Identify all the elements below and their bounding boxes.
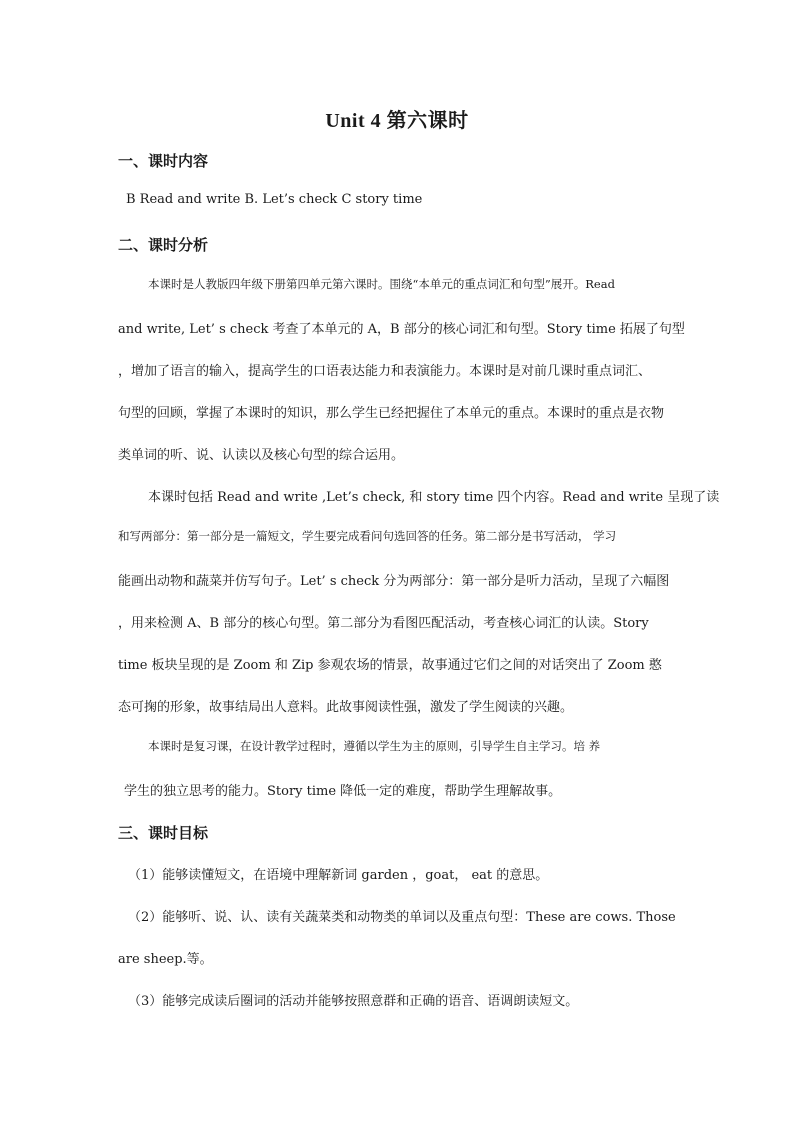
analysis-p1-line: 类单词的听、说、认读以及核心句型的综合运用。 xyxy=(118,448,405,463)
analysis-p2-line: 态可掬的形象，故事结局出人意料。此故事阅读性强，激发了学生阅读的兴趣。 xyxy=(118,700,574,715)
analysis-p2-line: ，用来检测 A、B 部分的核心句型。第二部分为看图匹配活动，考查核心词汇的认读。Story xyxy=(118,616,649,631)
analysis-p1-line: 本课时是人教版四年级下册第四单元第六课时。围绕“本单元的重点词汇和句型”展开。Read xyxy=(148,277,615,291)
section-content-text: B Read and write B. Let’s check C story time xyxy=(126,192,423,207)
goal-item-2-continued: are sheep.等。 xyxy=(118,952,213,967)
analysis-p1-line: 句型的回顾，掌握了本课时的知识，那么学生已经把握住了本单元的重点。本课时的重点是衣物 xyxy=(118,406,665,421)
section-heading-analysis: 二、课时分析 xyxy=(118,236,209,254)
analysis-p3-line: 本课时是复习课，在设计教学过程时，遵循以学生为主的原则，引导学生自主学习。培 养 xyxy=(148,739,601,753)
analysis-p2-line: 能画出动物和蔬菜并仿写句子。Let’ s check 分为两部分：第一部分是听力活动，呈现了六幅图 xyxy=(118,574,670,589)
page-title: Unit 4 第六课时 xyxy=(325,110,469,132)
analysis-p3-line: 学生的独立思考的能力。Story time 降低一定的难度，帮助学生理解故事。 xyxy=(124,784,562,799)
section-heading-goals: 三、课时目标 xyxy=(118,824,209,842)
analysis-p2-line: 本课时包括 Read and write ,Let’s check, 和 story time 四个内容。Read and write 呈现了读 xyxy=(148,490,720,505)
section-heading-content: 一、课时内容 xyxy=(118,152,209,170)
analysis-p1-line: and write, Let’ s check 考查了本单元的 A，B 部分的核心词汇和句型。Story time 拓展了句型 xyxy=(118,322,685,337)
goal-item-1: （1）能够读懂短文，在语境中理解新词 garden ，goat， eat 的意思。 xyxy=(128,868,549,883)
goal-item-2: （2）能够听、说、认、读有关蔬菜类和动物类的单词以及重点句型：These are cows. Those xyxy=(128,910,676,925)
analysis-p2-line: 和写两部分：第一部分是一篇短文，学生要完成看问句选回答的任务。第二部分是书写活动， 学习 xyxy=(118,529,617,543)
goal-item-3: （3）能够完成读后圈词的活动并能够按照意群和正确的语音、语调朗读短文。 xyxy=(128,994,579,1009)
analysis-p1-line: ，增加了语言的输入，提高学生的口语表达能力和表演能力。本课时是对前几课时重点词汇、 xyxy=(118,364,652,379)
analysis-p2-line: time 板块呈现的是 Zoom 和 Zip 参观农场的情景，故事通过它们之间的对话突出了 Zoom 憨 xyxy=(118,658,662,673)
